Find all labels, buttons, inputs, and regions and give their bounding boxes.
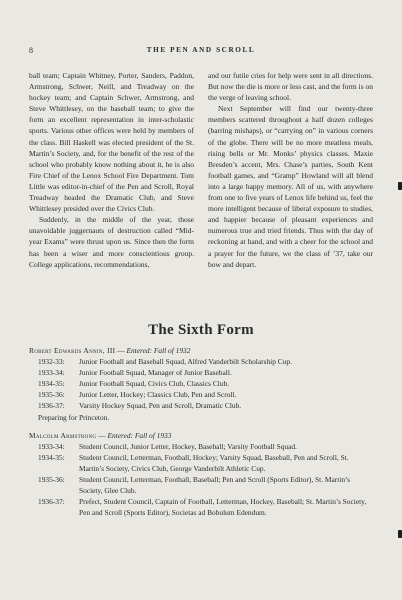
record-text: Prefect, Student Council, Captain of Football, Letterman, Hockey, Baseball; St. Martin’s Society, Pen and Scroll (Sports Editor), Societas ad Bobulum Edendum. <box>79 497 367 518</box>
page-header <box>29 46 373 56</box>
student-name: Robert Edwards Annin, III <box>29 346 116 355</box>
record-year: 1934-35: <box>38 452 65 462</box>
record-text: Junior Letter, Hockey; Classics Club, Pen and Scroll. <box>79 390 237 400</box>
record-year: 1933-34: <box>38 368 65 378</box>
record-year: 1935-36: <box>38 475 65 485</box>
record-line <box>29 474 373 496</box>
student-note: Preparing for Princeton. <box>38 412 110 422</box>
student-heading <box>29 345 373 356</box>
record-text: Junior Football and Baseball Squad, Alfred Vanderbilt Scholarship Cup. <box>79 357 292 367</box>
page-number: 8 <box>29 46 33 55</box>
entered-date: Entered: Fall of 1932 <box>126 346 191 355</box>
student-name: Malcolm Armstrong <box>29 430 97 440</box>
right-column <box>208 70 373 270</box>
record-line <box>29 400 373 411</box>
record-text: Junior Football Squad, Manager of Junior Baseball. <box>79 368 232 378</box>
record-text: Student Council, Letterman, Football, Hockey; Varsity Squad, Baseball, Pen and Scroll, St. Martin’s Society, Civics Club, George Vanderbilt Athletic Cup. <box>79 452 349 473</box>
record-year: 1935-36: <box>38 390 65 400</box>
student-entries <box>29 345 373 525</box>
running-head: THE PEN AND SCROLL <box>146 46 256 54</box>
binding-hole-mark <box>398 530 402 538</box>
record-year: 1933-34: <box>38 441 65 451</box>
paragraph: and our futile cries for help were sent in all directions. But now the die is more or less cast, and the form is on the verge of leaving school. <box>208 71 373 103</box>
paragraph: Next September will find our twenty-three members scattered throughout a half dozen colleges (barring mishaps), or “carrying on” in various corners of the globe. There will be no more meatless meals, rising bells or Mr. Monks’ physics classes. Maxie Bresden’s accent, Mrs. Chase’s parties, South Kent football games, and “Gramp” Howland will all blend into a large happy memory. All of us, with anywhere from one to five years of Lenox life behind us, feel the more intelligent because of liberal exposure to studies, and happier because of pleasant experiences and numerous true and tried friends. Thus with the day of reckoning at hand, and with a cheer for the school and a prayer for the future, we the class of ’37, take our bow and depart. <box>208 104 373 269</box>
separator: — <box>96 430 108 440</box>
body-columns <box>29 70 373 270</box>
binding-hole-mark <box>398 182 402 190</box>
record-line <box>29 389 373 400</box>
record-year: 1932-33: <box>38 357 65 367</box>
separator: — <box>115 346 127 355</box>
entered-date: Entered: Fall of 1933 <box>107 430 172 440</box>
record-year: 1934-35: <box>38 379 65 389</box>
student-entry <box>29 430 373 519</box>
record-year: 1936-37: <box>38 497 65 507</box>
paragraph: Suddenly, in the middle of the year, those unavoidable juggernauts of destruction called “Mid-year Exams” were thrust upon us. Since then the form has been a wiser and more conscientious group. College applications, recommendations, <box>29 215 194 269</box>
record-line <box>29 378 373 389</box>
record-text: Student Council, Junior Letter, Hockey, Baseball; Varsity Football Squad. <box>79 441 297 451</box>
record-text: Junior Football Squad, Civics Club, Classics Club. <box>79 379 230 389</box>
student-entry <box>29 345 373 423</box>
section-title: The Sixth Form <box>148 322 254 338</box>
record-text: Student Council, Letterman, Football, Baseball; Pen and Scroll (Sports Editor), St. Martin’s Society, Glee Club. <box>79 475 350 496</box>
record-year: 1936-37: <box>38 401 65 411</box>
paragraph: ball team; Captain Whitney, Porter, Sanders, Paddon, Armstrong, Schwer, Neill, and Treadway on the hockey team; and Captain Schwer, Armstrong, and Steve Whittlesey, on the baseball team; to give the form an excellent representation in inter-scholastic sports. Various other offices were held by members of the class. Bill Haskell was elected president of the St. Martin’s Society, and, for the benefit of the rest of the school who probably know nothing about it, he is also Fire Chief of the Lenox School Fire Department. Tom Little was editor-in-chief of the Pen and Scroll, Royal Treadway headed the Dramatic Club, and Steve Whittlesey presided over the Civics Club. <box>29 71 194 214</box>
record-line <box>29 367 373 378</box>
record-line <box>29 441 373 452</box>
record-line <box>29 496 373 518</box>
record-line <box>29 356 373 367</box>
student-heading <box>29 430 373 441</box>
record-text: Varsity Hockey Squad, Pen and Scroll, Dramatic Club. <box>79 401 242 411</box>
record-line <box>29 452 373 474</box>
left-column <box>29 70 194 270</box>
